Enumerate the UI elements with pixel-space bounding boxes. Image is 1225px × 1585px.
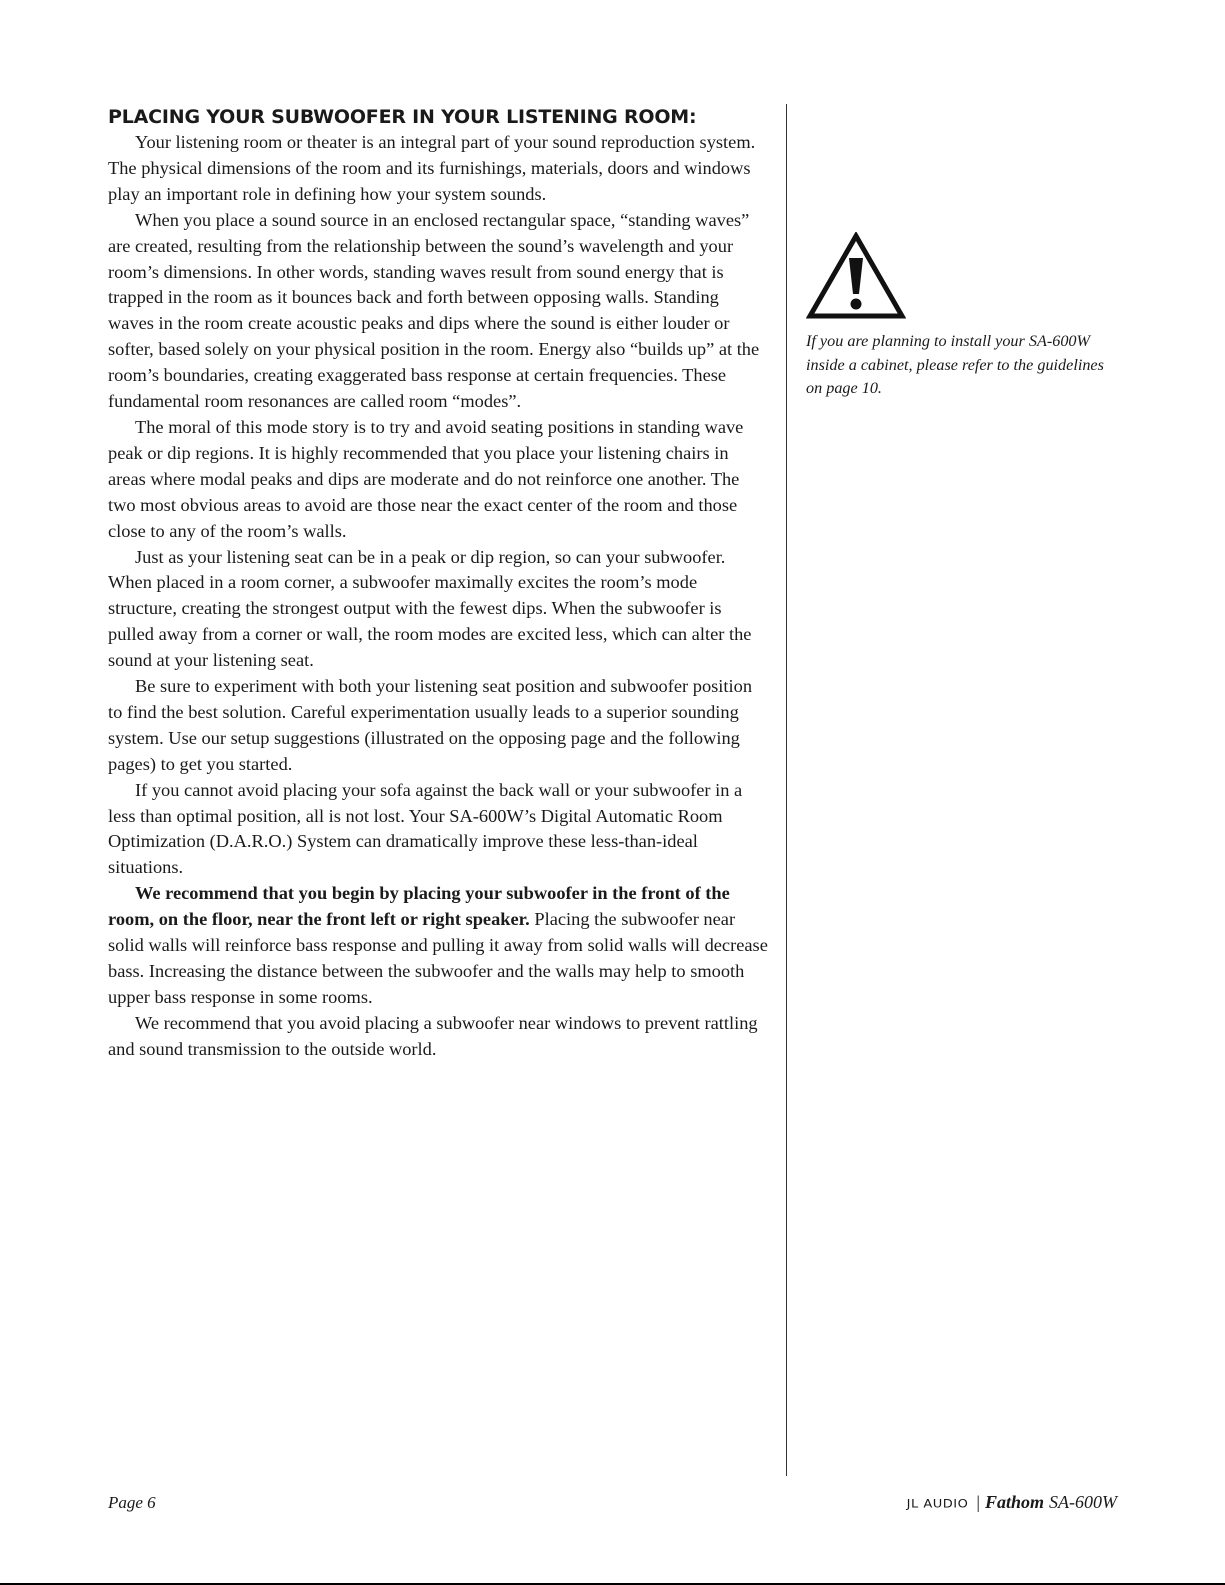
paragraph-6: If you cannot avoid placing your sofa against the back wall or your subwoofer in a less than optimal position, all is not lost. Your SA-600W’s Digital Automatic Room Optimization (D.A.R.O.) System can dramatically improve these less-than-ideal situations. (108, 779, 743, 878)
jl-audio-logo: JL AUDIO (906, 1498, 969, 1511)
column-divider (786, 104, 787, 1476)
paragraph-3: The moral of this mode story is to try and avoid seating positions in standing wave peak or dip regions. It is highly recommended that you place your listening chairs in areas where modal peaks and dips are moderate and do not reinforce one another. The two most obvious areas to avoid are those near the exact center of the room and those close to any of the room’s walls. (108, 416, 744, 541)
page-number: Page 6 (108, 1493, 156, 1512)
recommendation-bold: We recommend that you begin by placing your subwoofer in the front of the room, on the floor, near the front left or right speaker. (108, 883, 730, 930)
paragraph-recommendation (108, 881, 768, 1011)
paragraph-final: We recommend that you avoid placing a subwoofer near windows to prevent rattling and sound transmission to the outside world. (108, 1012, 758, 1059)
product-brand: Fathom (984, 1492, 1045, 1512)
main-column (108, 104, 768, 1063)
cabinet-install-note: If you are planning to install your SA-600W inside a cabinet, please refer to the guidelines on page 10. (806, 332, 1104, 397)
paragraph-2: When you place a sound source in an enclosed rectangular space, “standing waves” are created, resulting from the relationship between the sound’s wavelength and your room’s dimensions. In other words, standing waves result from sound energy that is trapped in the room as it bounces back and forth between opposing walls. Standing waves in the room create acoustic peaks and dips where the sound is either louder or softer, based solely on your physical position in the room. Energy also “builds up” at the room’s boundaries, creating exaggerated bass response at certain frequencies. These fundamental room resonances are called room “modes”. (108, 209, 760, 412)
paragraph-5: Be sure to experiment with both your listening seat position and subwoofer position to find the best solution. Careful experimentation usually leads to a superior sounding system. Use our setup suggestions (illustrated on the opposing page and the following pages) to get you started. (108, 676, 753, 774)
product-model: SA-600W (1049, 1492, 1117, 1512)
paragraph-1: Your listening room or theater is an integral part of your sound reproduction system. The physical dimensions of the room and its furnishings, materials, doors and windows play an important role in defining how your system sounds. (108, 132, 756, 204)
paragraph-4: Just as your listening seat can be in a peak or dip region, so can your subwoofer. When placed in a room corner, a subwoofer maximally excites the room’s mode structure, creating the strongest output with the fewest dips. When the subwoofer is pulled away from a corner or wall, the room modes are excited less, which can alter the sound at your listening seat. (108, 546, 752, 671)
sidebar (806, 232, 1116, 401)
recommendation-rest: Placing the subwoofer near solid walls will reinforce bass response and pulling it away from solid walls will decrease bass. Increasing the distance between the subwoofer and the walls may help to smooth upper bass response in some rooms. (108, 909, 768, 1007)
footer-separator: | (976, 1492, 980, 1512)
section-heading: PLACING YOUR SUBWOOFER IN YOUR LISTENING ROOM: (108, 106, 697, 128)
footer-brand (907, 1492, 1117, 1513)
warning-icon (806, 232, 906, 320)
